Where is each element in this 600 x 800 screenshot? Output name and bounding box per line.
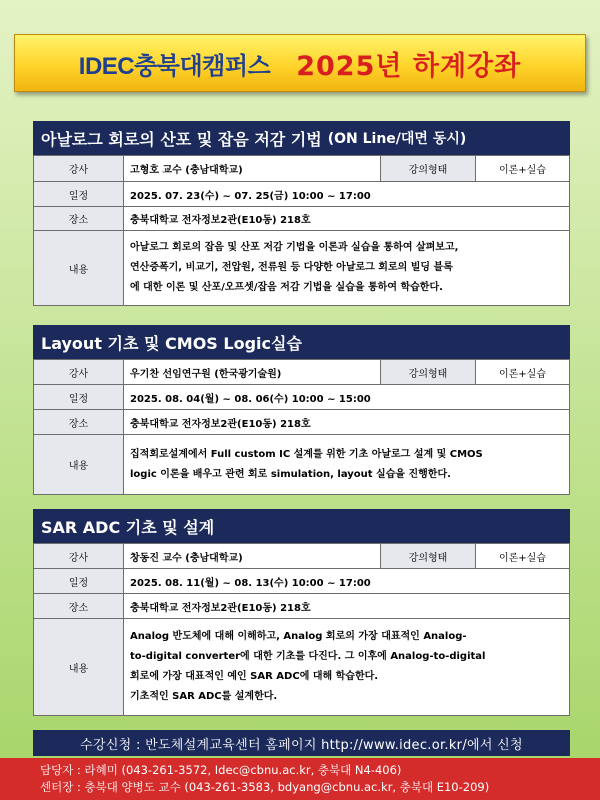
contact-manager: 담당자 : 라혜미 (043-261-3572, Idec@cbnu.ac.kr, 충북대 N4-406) [40, 763, 402, 777]
method-label: 강의형태 [381, 544, 476, 569]
instructor-row [34, 360, 570, 385]
instructor-row [34, 156, 570, 182]
instructor-label: 강사 [34, 156, 124, 182]
instructor-label: 강사 [34, 544, 124, 569]
course-info-table [33, 155, 570, 306]
schedule-value: 2025. 08. 11(월) ~ 08. 13(수) 10:00 ~ 17:00 [124, 569, 570, 594]
course-card-1 [33, 121, 570, 306]
method-value: 이론+실습 [476, 544, 570, 569]
instructor-value: 창동진 교수 (충남대학교) [124, 544, 381, 569]
content-line: Analog 반도체에 대해 이해하고, Analog 회로의 가장 대표적인 Analog- [130, 631, 467, 642]
content-line: 집적회로설계에서 Full custom IC 설계를 위한 기초 아날로그 설계 및 CMOS [130, 448, 483, 460]
content-line: 아날로그 회로의 잡음 및 산포 저감 기법을 이론과 실습을 통하여 살펴보고, [130, 242, 459, 253]
schedule-value: 2025. 07. 23(수) ~ 07. 25(금) 10:00 ~ 17:00 [124, 182, 570, 207]
location-value: 충북대학교 전자정보2관(E10동) 218호 [124, 594, 570, 619]
content-description [124, 435, 570, 495]
content-line: 에 대한 이론 및 산포/오프셋/잡음 저감 기법을 실습을 통하여 학습한다. [130, 282, 443, 293]
course-card-3 [33, 509, 570, 716]
content-description [124, 231, 570, 306]
instructor-row [34, 544, 570, 569]
contact-director: 센터장 : 충북대 양병도 교수 (043-261-3583, bdyang@cbnu.ac.kr, 충북대 E10-209) [40, 780, 490, 794]
schedule-row [34, 385, 570, 410]
course-title: SAR ADC 기초 및 설계 [41, 517, 215, 537]
course-info-table [33, 359, 570, 495]
content-line: to-digital converter에 대한 기초를 다진다. 그 이후에 Analog-to-digital [130, 651, 486, 662]
content-label: 내용 [34, 435, 124, 495]
schedule-row [34, 182, 570, 207]
instructor-value: 고형호 교수 (충남대학교) [124, 156, 381, 182]
content-label: 내용 [34, 231, 124, 306]
method-label: 강의형태 [381, 156, 476, 182]
course-title: 아날로그 회로의 산포 및 잡음 저감 기법 [41, 129, 322, 149]
schedule-label: 일정 [34, 569, 124, 594]
title-banner [14, 34, 586, 92]
registration-text: 반도체설계교육센터 홈페이지 http://www.idec.or.kr/에서 신청 [145, 737, 523, 753]
banner-campus-title: IDEC충북대캠퍼스 [78, 52, 271, 80]
location-value: 충북대학교 전자정보2관(E10동) 218호 [124, 207, 570, 231]
method-value: 이론+실습 [476, 360, 570, 385]
schedule-value: 2025. 08. 04(월) ~ 08. 06(수) 10:00 ~ 15:00 [124, 385, 570, 410]
course-title-bar [33, 325, 570, 359]
course-info-table [33, 543, 570, 716]
content-label: 내용 [34, 619, 124, 716]
content-line: 기초적인 SAR ADC를 설계한다. [130, 691, 278, 702]
method-label: 강의형태 [381, 360, 476, 385]
content-row [34, 231, 570, 306]
location-row [34, 410, 570, 435]
course-card-2 [33, 325, 570, 495]
contact-footer [0, 758, 600, 800]
course-title: Layout 기초 및 CMOS Logic실습 [41, 333, 302, 353]
banner-season-title: 2025년 하계강좌 [296, 50, 522, 82]
content-description [124, 619, 570, 716]
schedule-row [34, 569, 570, 594]
location-row [34, 594, 570, 619]
location-row [34, 207, 570, 231]
location-label: 장소 [34, 410, 124, 435]
content-row [34, 435, 570, 495]
course-title-sub: (ON Line/대면 동시) [327, 131, 467, 147]
instructor-label: 강사 [34, 360, 124, 385]
schedule-label: 일정 [34, 182, 124, 207]
registration-bar [33, 730, 570, 756]
method-value: 이론+실습 [476, 156, 570, 182]
content-line: 연산증폭기, 비교기, 전압원, 전류원 등 다양한 아날로그 회로의 빌딩 블록 [130, 262, 453, 273]
content-line: 회로에 가장 대표적인 예인 SAR ADC에 대해 학습한다. [130, 671, 379, 682]
content-row [34, 619, 570, 716]
instructor-value: 우기찬 선임연구원 (한국광기술원) [124, 360, 381, 385]
course-title-bar [33, 121, 570, 155]
location-label: 장소 [34, 594, 124, 619]
registration-label: 수강신청 : [80, 737, 141, 753]
location-value: 충북대학교 전자정보2관(E10동) 218호 [124, 410, 570, 435]
content-line: logic 이론을 배우고 관련 회로 simulation, layout 실습을 진행한다. [130, 468, 451, 480]
schedule-label: 일정 [34, 385, 124, 410]
location-label: 장소 [34, 207, 124, 231]
course-title-bar [33, 509, 570, 543]
